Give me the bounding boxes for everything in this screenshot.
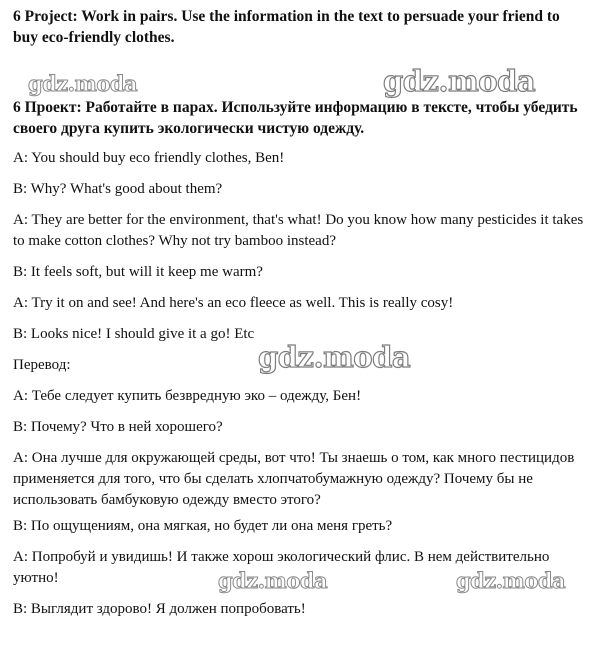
dialogue-line-ru: В: Почему? Что в ней хорошего? [13,419,223,435]
dialogue-line-en: B: It feels soft, but will it keep me warm? [13,264,263,280]
watermark-logo: gdz.moda [28,71,138,96]
dialogue-line-en: A: They are better for the environment, that's what! Do you know how many pesticides it takes to make cotton clothes? Why not try bamboo instead? [13,212,584,249]
dialogue-line-ru: А: Она лучше для окружающей среды, вот что! Ты знаешь о том, как много пестицидов применяется для того, что бы сделать хлопчатобумажную одежду? Почему бы не использовать бамбуковую одежду вместо этого? [13,450,575,508]
dialogue-line-ru: А: Попробуй и увидишь! И также хорош экологический флис. В нем действительно уютно! [13,549,550,586]
watermark-logo: gdz.moda [456,568,566,593]
dialogue-line-en: A: You should buy eco friendly clothes, Ben! [13,150,285,166]
task-heading-english: 6 Project: Work in pairs. Use the information in the text to persuade your friend to buy eco-friendly clothes. [13,8,560,46]
dialogue-line-en: B: Why? What's good about them? [13,181,223,197]
task-heading-russian: 6 Проект: Работайте в парах. Используйте информацию в тексте, чтобы убедить своего друга купить экологически чистую одежду. [13,99,578,137]
watermark-logo: gdz.moda [218,568,328,593]
dialogue-line-en: A: Try it on and see! And here's an eco fleece as well. This is really cosy! [13,295,454,311]
dialogue-line-ru: В: По ощущениям, она мягкая, но будет ли она меня греть? [13,518,393,534]
dialogue-line-ru: А: Тебе следует купить безвредную эко – одежду, Бен! [13,388,362,404]
dialogue-line-en: B: Looks nice! I should give it a go! Etc [13,326,255,342]
translation-label: Перевод: [13,357,71,373]
dialogue-line-ru: В: Выглядит здорово! Я должен попробовать! [13,601,306,617]
watermark-logo: gdz.moda [258,340,411,374]
watermark-logo: gdz.moda [383,64,536,98]
